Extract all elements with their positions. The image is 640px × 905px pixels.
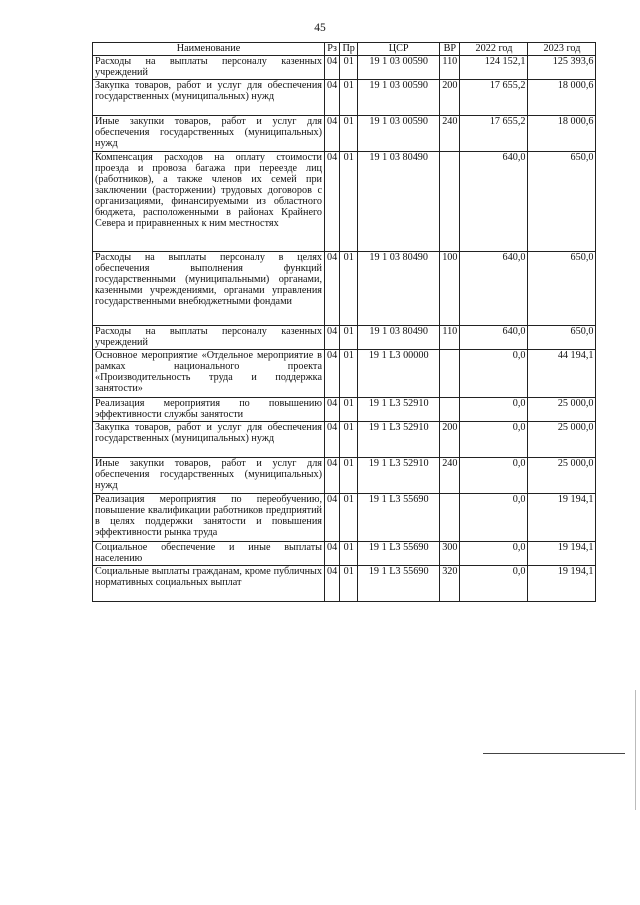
row-2023: 25 000,0 [528, 398, 596, 422]
row-name: Реализация мероприятия по переобучению, повышение квалификации работников предприятий в целях поддержки занятости и повышения эффективности рынка труда [93, 494, 325, 542]
row-2023: 25 000,0 [528, 458, 596, 494]
row-name: Закупка товаров, работ и услуг для обеспечения государственных (муниципальных) нужд [93, 422, 325, 458]
row-rz: 04 [325, 566, 340, 602]
row-csr: 19 1 L3 55690 [358, 494, 440, 542]
row-pr: 01 [340, 422, 358, 458]
row-vr: 200 [440, 422, 460, 458]
row-2023: 650,0 [528, 152, 596, 252]
row-rz: 04 [325, 422, 340, 458]
row-2023: 18 000,6 [528, 116, 596, 152]
page-number: 45 [314, 22, 326, 34]
row-csr: 19 1 L3 55690 [358, 566, 440, 602]
header-name: Наименование [93, 43, 325, 56]
row-vr: 320 [440, 566, 460, 602]
row-csr: 19 1 L3 00000 [358, 350, 440, 398]
row-csr: 19 1 03 80490 [358, 252, 440, 326]
row-2022: 0,0 [460, 458, 528, 494]
row-vr: 110 [440, 326, 460, 350]
header-vr: ВР [440, 43, 460, 56]
row-vr: 300 [440, 542, 460, 566]
row-2022: 17 655,2 [460, 116, 528, 152]
table-row [93, 542, 596, 566]
row-csr: 19 1 03 80490 [358, 326, 440, 350]
row-rz: 04 [325, 458, 340, 494]
row-rz: 04 [325, 494, 340, 542]
row-csr: 19 1 L3 52910 [358, 398, 440, 422]
row-name: Расходы на выплаты персоналу в целях обеспечения выполнения функций государственными (муниципальными) органами, казенными учреждениями, органами управления государственными внебюджетными фондами [93, 252, 325, 326]
row-2022: 0,0 [460, 494, 528, 542]
row-2023: 18 000,6 [528, 80, 596, 116]
row-vr: 100 [440, 252, 460, 326]
row-csr: 19 1 L3 52910 [358, 422, 440, 458]
table-row [93, 566, 596, 602]
row-name: Иные закупки товаров, работ и услуг для обеспечения государственных (муниципальных) нужд [93, 116, 325, 152]
row-2023: 650,0 [528, 326, 596, 350]
row-2022: 0,0 [460, 542, 528, 566]
row-2022: 0,0 [460, 398, 528, 422]
row-name: Компенсация расходов на оплату стоимости проезда и провоза багажа при переезде лиц (работников), а также членов их семей при заключении (расторжении) трудовых договоров с организациями, финансируемыми из областного бюджета, расположенными в районах Крайнего Севера и приравненных к ним местностях [93, 152, 325, 252]
row-pr: 01 [340, 458, 358, 494]
page-divider-line [483, 753, 625, 754]
row-pr: 01 [340, 116, 358, 152]
row-2022: 640,0 [460, 326, 528, 350]
row-csr: 19 1 03 00590 [358, 56, 440, 80]
row-pr: 01 [340, 56, 358, 80]
row-pr: 01 [340, 350, 358, 398]
scan-edge-line [635, 690, 636, 810]
row-name: Основное мероприятие «Отдельное мероприятие в рамках национального проекта «Производительность труда и поддержка занятости» [93, 350, 325, 398]
table-row [93, 398, 596, 422]
row-2022: 0,0 [460, 566, 528, 602]
table-row [93, 56, 596, 80]
row-pr: 01 [340, 494, 358, 542]
row-csr: 19 1 03 00590 [358, 116, 440, 152]
row-rz: 04 [325, 152, 340, 252]
row-pr: 01 [340, 326, 358, 350]
row-pr: 01 [340, 252, 358, 326]
row-rz: 04 [325, 80, 340, 116]
table-header-row [93, 43, 596, 56]
row-rz: 04 [325, 56, 340, 80]
row-name: Реализация мероприятия по повышению эффективности службы занятости [93, 398, 325, 422]
row-vr [440, 494, 460, 542]
row-2022: 640,0 [460, 152, 528, 252]
row-name: Расходы на выплаты персоналу казенных учреждений [93, 56, 325, 80]
row-rz: 04 [325, 398, 340, 422]
row-vr [440, 152, 460, 252]
header-2022: 2022 год [460, 43, 528, 56]
row-2022: 640,0 [460, 252, 528, 326]
row-vr: 240 [440, 458, 460, 494]
row-2023: 19 194,1 [528, 494, 596, 542]
row-name: Социальные выплаты гражданам, кроме публичных нормативных социальных выплат [93, 566, 325, 602]
table-row [93, 152, 596, 252]
row-2022: 17 655,2 [460, 80, 528, 116]
row-vr: 240 [440, 116, 460, 152]
row-2023: 19 194,1 [528, 566, 596, 602]
row-csr: 19 1 03 80490 [358, 152, 440, 252]
row-name: Иные закупки товаров, работ и услуг для обеспечения государственных (муниципальных) нужд [93, 458, 325, 494]
row-csr: 19 1 L3 55690 [358, 542, 440, 566]
row-rz: 04 [325, 116, 340, 152]
table-row [93, 252, 596, 326]
header-2023: 2023 год [528, 43, 596, 56]
table-row [93, 326, 596, 350]
row-2023: 44 194,1 [528, 350, 596, 398]
row-vr: 200 [440, 80, 460, 116]
header-rz: Рз [325, 43, 340, 56]
row-2023: 25 000,0 [528, 422, 596, 458]
row-2023: 650,0 [528, 252, 596, 326]
row-2022: 0,0 [460, 350, 528, 398]
table-row [93, 116, 596, 152]
row-2022: 124 152,1 [460, 56, 528, 80]
row-vr [440, 398, 460, 422]
row-name: Расходы на выплаты персоналу казенных учреждений [93, 326, 325, 350]
header-csr: ЦСР [358, 43, 440, 56]
row-pr: 01 [340, 542, 358, 566]
table-row [93, 80, 596, 116]
row-rz: 04 [325, 252, 340, 326]
row-rz: 04 [325, 350, 340, 398]
budget-table [92, 42, 596, 602]
row-vr [440, 350, 460, 398]
row-2023: 19 194,1 [528, 542, 596, 566]
table-row [93, 494, 596, 542]
row-vr: 110 [440, 56, 460, 80]
row-rz: 04 [325, 326, 340, 350]
row-2023: 125 393,6 [528, 56, 596, 80]
row-rz: 04 [325, 542, 340, 566]
row-name: Социальное обеспечение и иные выплаты населению [93, 542, 325, 566]
row-name: Закупка товаров, работ и услуг для обеспечения государственных (муниципальных) нужд [93, 80, 325, 116]
row-pr: 01 [340, 398, 358, 422]
table-row [93, 458, 596, 494]
header-pr: Пр [340, 43, 358, 56]
table-row [93, 422, 596, 458]
row-csr: 19 1 03 00590 [358, 80, 440, 116]
row-csr: 19 1 L3 52910 [358, 458, 440, 494]
row-pr: 01 [340, 566, 358, 602]
row-pr: 01 [340, 80, 358, 116]
row-pr: 01 [340, 152, 358, 252]
table-row [93, 350, 596, 398]
row-2022: 0,0 [460, 422, 528, 458]
